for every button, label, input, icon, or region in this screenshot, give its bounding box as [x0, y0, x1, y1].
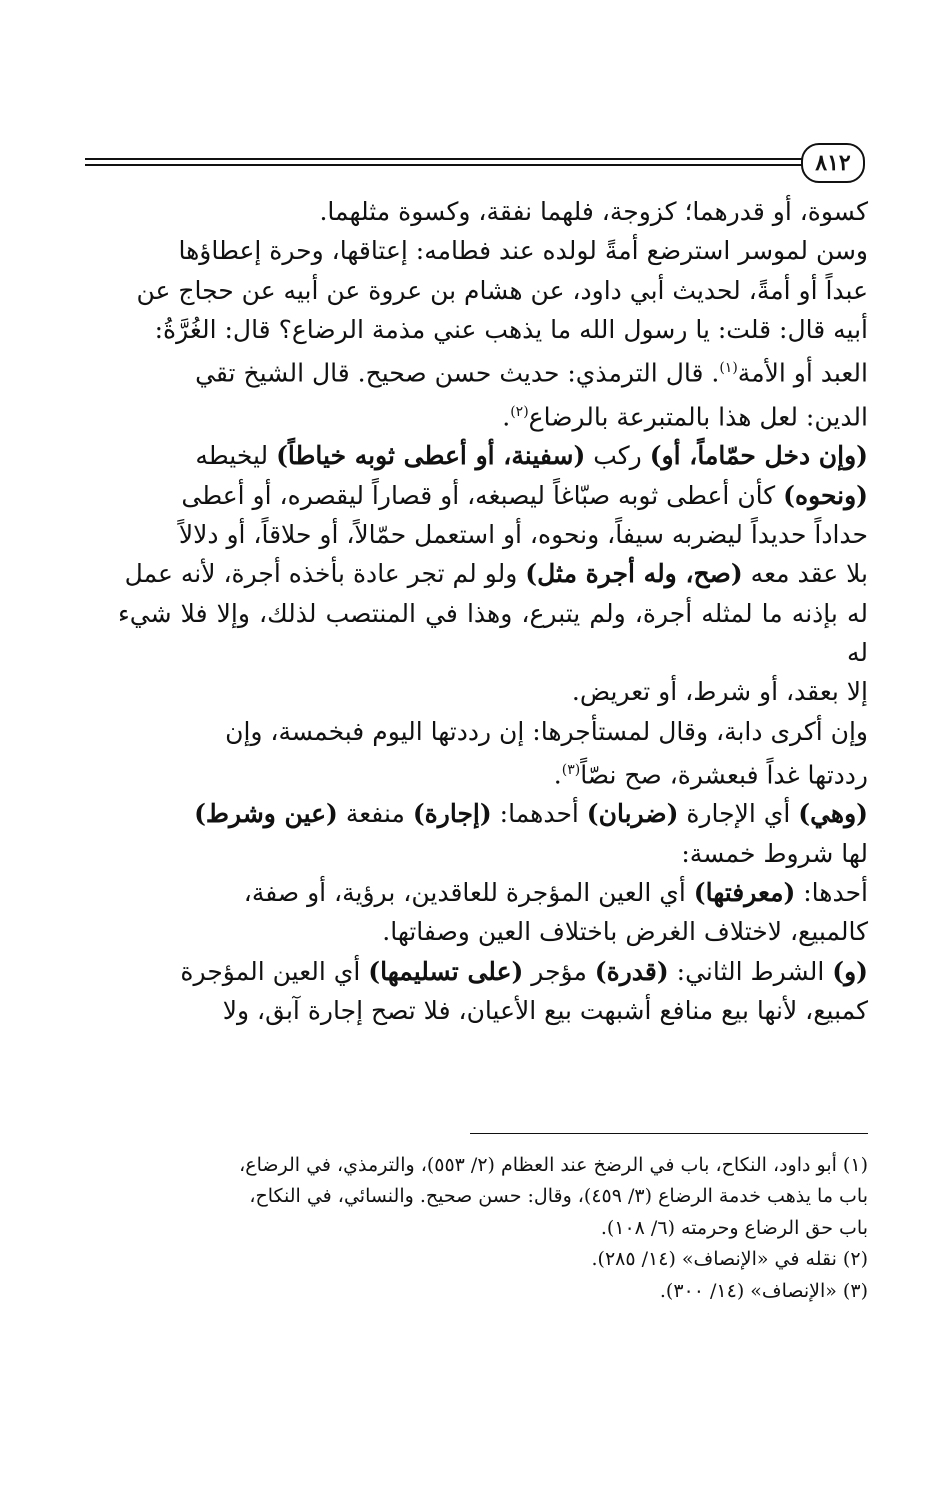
footnote-line: (٣) «الإنصاف» (١٤/ ٣٠٠). — [659, 1279, 868, 1302]
text-segment: ليخيطه — [195, 441, 277, 471]
text-line — [118, 393, 868, 437]
text-segment: بلا عقد معه — [742, 559, 868, 589]
text-segment: ركب — [585, 441, 650, 471]
text-line — [118, 712, 868, 751]
text-segment: وسن لموسر استرضع أمةً لولده عند فطامه: إعتاقها، وحرة إعطاؤها — [178, 236, 868, 266]
header-rule — [85, 164, 813, 166]
text-line — [118, 912, 868, 951]
page-header — [85, 140, 865, 190]
text-line — [118, 349, 868, 393]
text-line — [118, 672, 868, 711]
text-segment: الدين: لعل هذا بالمتبرعة بالرضاع — [528, 402, 868, 432]
bold-matn: (عين وشرط) — [194, 799, 338, 829]
footnote-ref: (٢) — [510, 403, 529, 420]
text-segment: أي العين المؤجرة للعاقدين، برؤية، أو صفة، — [243, 878, 694, 908]
text-line — [118, 515, 868, 554]
footnote-ref: (٣) — [561, 761, 581, 778]
text-segment: أحدهما: — [491, 799, 587, 829]
footnote-line: (١) أبو داود، النكاح، باب في الرضخ عند العظام (٢/ ٥٥٣)، والترمذي، في الرضاع، — [239, 1154, 868, 1176]
bold-matn: (ونحوه) — [783, 480, 868, 510]
text-line — [118, 476, 868, 515]
bold-matn: (و) — [832, 956, 868, 986]
footnote-rule — [470, 1133, 868, 1134]
footnote-ref: (١) — [719, 360, 738, 377]
text-segment: لها شروط خمسة: — [681, 838, 868, 868]
text-line — [118, 952, 868, 991]
text-segment: كالمبيع، لاختلاف الغرض باختلاف العين وصفاتها. — [382, 917, 868, 947]
text-line — [118, 834, 868, 873]
text-segment: كسوة، أو قدرهما؛ كزوجة، فلهما نفقة، وكسوة مثلهما. — [319, 197, 868, 226]
text-segment: كمبيع، لأنها بيع منافع أشبهت بيع الأعيان، فلا تصح إجارة آبق، ولا — [222, 995, 868, 1025]
bold-matn: (سفينة، أو أعطى ثوبه خياطاً) — [276, 441, 586, 471]
bold-matn: (وإن دخل حمّاماً، أو) — [649, 441, 868, 471]
bold-matn: (وهي) — [798, 799, 868, 829]
text-segment: الشرط الثاني: — [668, 956, 833, 986]
text-line — [118, 794, 868, 833]
text-segment: . — [553, 760, 562, 790]
text-line — [118, 991, 868, 1030]
bold-matn: (إجارة) — [412, 799, 492, 829]
text-segment: أحدها: — [795, 878, 868, 908]
text-segment: له بإذنه ما لمثله أجرة، ولم يتبرع، وهذا في المنتصب لذلك، وإلا فلا شيء له — [118, 598, 868, 667]
text-line — [118, 231, 868, 270]
text-segment: العبد أو الأمة — [737, 358, 868, 388]
bold-matn: (ضربان) — [586, 799, 679, 829]
footnote-line: (٢) نقله في «الإنصاف» (١٤/ ٢٨٥). — [591, 1248, 868, 1271]
main-text — [118, 192, 868, 1030]
footnote-line: باب حق الرضاع وحرمته (٦/ ١٠٨). — [600, 1216, 868, 1239]
text-segment: وإن أكرى دابة، وقال لمستأجرها: إن رددتها اليوم فبخمسة، وإن — [225, 716, 868, 746]
text-segment: كأن أعطى ثوبه صبّاغاً ليصبغه، أو قصاراً ليقصره، أو أعطى — [181, 480, 784, 510]
text-line — [118, 436, 868, 475]
footnote-line: باب ما يذهب خدمة الرضاع (٣/ ٤٥٩)، وقال: حسن صحيح. والنسائي، في النكاح، — [249, 1185, 868, 1208]
bold-matn: (صح، وله أجرة مثل) — [525, 559, 743, 589]
text-segment: إلا بعقد، أو شرط، أو تعريض. — [571, 677, 868, 707]
footnotes — [118, 1150, 868, 1307]
bold-matn: (قدرة) — [594, 956, 669, 986]
text-segment: . — [502, 402, 511, 432]
text-line — [118, 192, 868, 231]
page-number: ٨١٢ — [801, 143, 865, 183]
bold-matn: (معرفتها) — [693, 878, 796, 908]
text-segment: منفعة — [337, 799, 413, 829]
text-segment: أي الإجارة — [678, 799, 799, 829]
text-segment: أي العين المؤجرة — [180, 956, 369, 986]
text-segment: ولو لم تجر عادة بأخذه أجرة، لأنه عمل — [124, 559, 526, 589]
text-segment: رددتها غداً فبعشرة، صح نصّاً — [580, 760, 868, 790]
text-line — [118, 554, 868, 593]
text-segment: أبيه قال: قلت: يا رسول الله ما يذهب عني مذمة الرضاع؟ قال: الغُرَّةُ: — [154, 314, 868, 344]
text-segment: عبداً أو أمةً، لحديث أبي داود، عن هشام بن عروة عن أبيه عن حجاج عن — [136, 275, 868, 305]
text-line — [118, 751, 868, 795]
text-line — [118, 594, 868, 673]
text-segment: حداداً حديداً ليضربه سيفاً، ونحوه، أو استعمل حمّالاً، أو حلاقاً، أو دلالاً — [178, 520, 868, 550]
text-segment: . قال الترمذي: حديث حسن صحيح. قال الشيخ تقي — [195, 358, 720, 388]
text-line — [118, 873, 868, 912]
text-segment: مؤجر — [523, 956, 595, 986]
text-line — [118, 271, 868, 310]
text-line — [118, 310, 868, 349]
header-rule — [85, 158, 813, 160]
bold-matn: (على تسليمها) — [368, 956, 524, 986]
